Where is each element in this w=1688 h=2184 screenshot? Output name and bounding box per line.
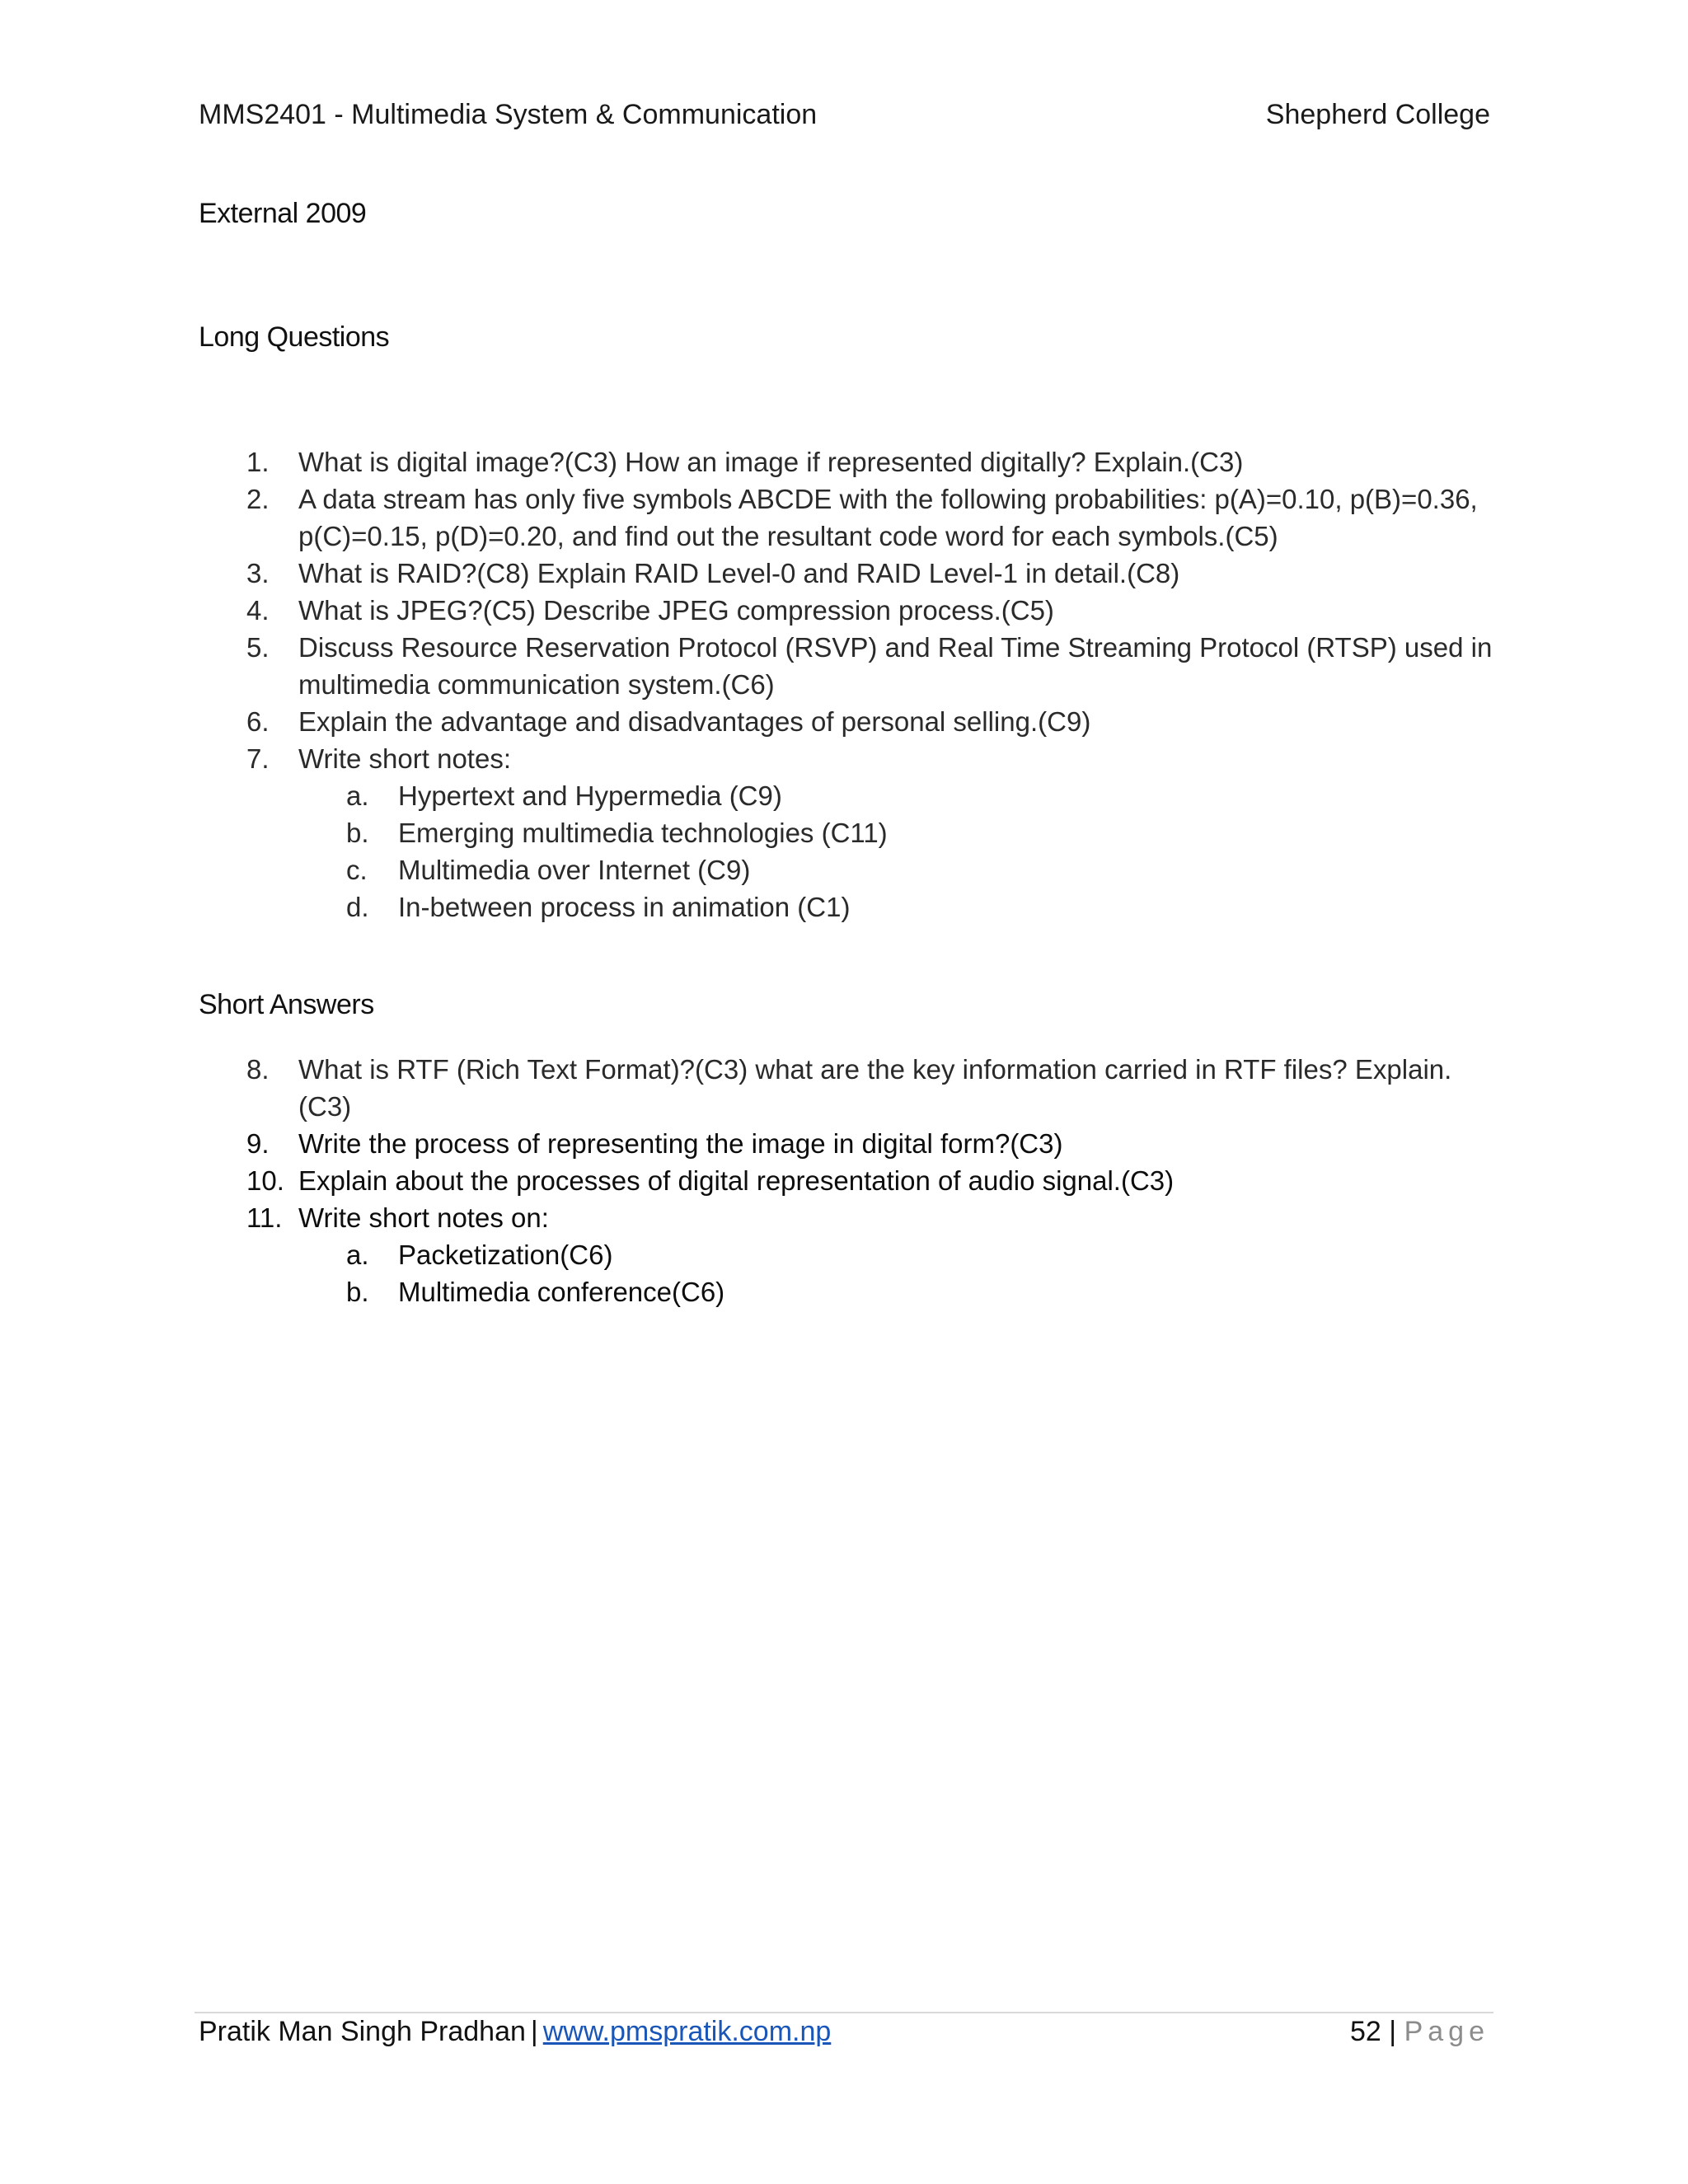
item-number: 2. (246, 484, 270, 514)
footer-divider (195, 2012, 1493, 2013)
item-text: Explain about the processes of digital representation of audio signal.(C3) (298, 1165, 1175, 1196)
item-number: 6. (246, 706, 270, 737)
footer-website-link[interactable]: www.pmspratik.com.np (542, 2016, 832, 2047)
footer-separator: | (530, 2016, 538, 2047)
sub-item-letter: b. (346, 818, 369, 848)
item-text: What is digital image?(C3) How an image if represented digitally? Explain.(C3) (298, 447, 1244, 477)
header-course-title: MMS2401 - Multimedia System & Communication (199, 99, 818, 130)
page-label: Page (1404, 2016, 1489, 2047)
item-number: 8. (246, 1054, 270, 1085)
item-number: 4. (246, 595, 270, 626)
item-number: 5. (246, 632, 270, 663)
sub-item-letter: a. (346, 780, 369, 811)
long-questions-heading: Long Questions (199, 321, 390, 353)
exam-title: External 2009 (199, 198, 367, 229)
footer-author-line (199, 2016, 831, 2048)
item-text: Write short notes on: (298, 1202, 549, 1233)
item-text: What is JPEG?(C5) Describe JPEG compression process.(C5) (298, 595, 1054, 626)
item-text: Discuss Resource Reservation Protocol (RSVP) and Real Time Streaming Protocol (RTSP) used in (298, 632, 1493, 663)
item-number: 3. (246, 558, 270, 588)
short-answers-heading: Short Answers (199, 989, 374, 1020)
item-text: Write the process of representing the image in digital form?(C3) (298, 1128, 1063, 1159)
sub-item-letter: c. (346, 855, 368, 885)
item-text-continued: (C3) (298, 1091, 352, 1122)
item-number: 7. (246, 743, 270, 774)
sub-item-text: Emerging multimedia technologies (C11) (398, 818, 888, 848)
item-text-continued: multimedia communication system.(C6) (298, 669, 775, 700)
sub-item-letter: d. (346, 892, 369, 922)
item-text: What is RAID?(C8) Explain RAID Level-0 and RAID Level-1 in detail.(C8) (298, 558, 1180, 588)
item-number: 10. (246, 1165, 284, 1196)
sub-item-text: Multimedia conference(C6) (398, 1277, 725, 1307)
item-text: Explain the advantage and disadvantages of personal selling.(C9) (298, 706, 1091, 737)
page-number: 52 (1350, 2016, 1381, 2047)
item-text: What is RTF (Rich Text Format)?(C3) what are the key information carried in RTF files? Explain. (298, 1054, 1452, 1085)
sub-item-text: Hypertext and Hypermedia (C9) (398, 780, 782, 811)
item-text-continued: p(C)=0.15, p(D)=0.20, and find out the resultant code word for each symbols.(C5) (298, 521, 1278, 551)
sub-item-letter: a. (346, 1240, 369, 1270)
page-separator: | (1389, 2016, 1397, 2047)
item-number: 9. (246, 1128, 270, 1159)
item-text: A data stream has only five symbols ABCDE with the following probabilities: p(A)=0.10, p(B)=0.36, (298, 484, 1478, 514)
item-number: 11. (246, 1202, 283, 1233)
sub-item-text: In-between process in animation (C1) (398, 892, 851, 922)
sub-item-text: Packetization(C6) (398, 1240, 613, 1270)
item-number: 1. (246, 447, 270, 477)
sub-item-letter: b. (346, 1277, 369, 1307)
item-text: Write short notes: (298, 743, 511, 774)
footer-page-indicator (1350, 2016, 1489, 2048)
footer-author: Pratik Man Singh Pradhan (199, 2016, 526, 2047)
header-college-name: Shepherd College (1265, 99, 1490, 130)
sub-item-text: Multimedia over Internet (C9) (398, 855, 751, 885)
